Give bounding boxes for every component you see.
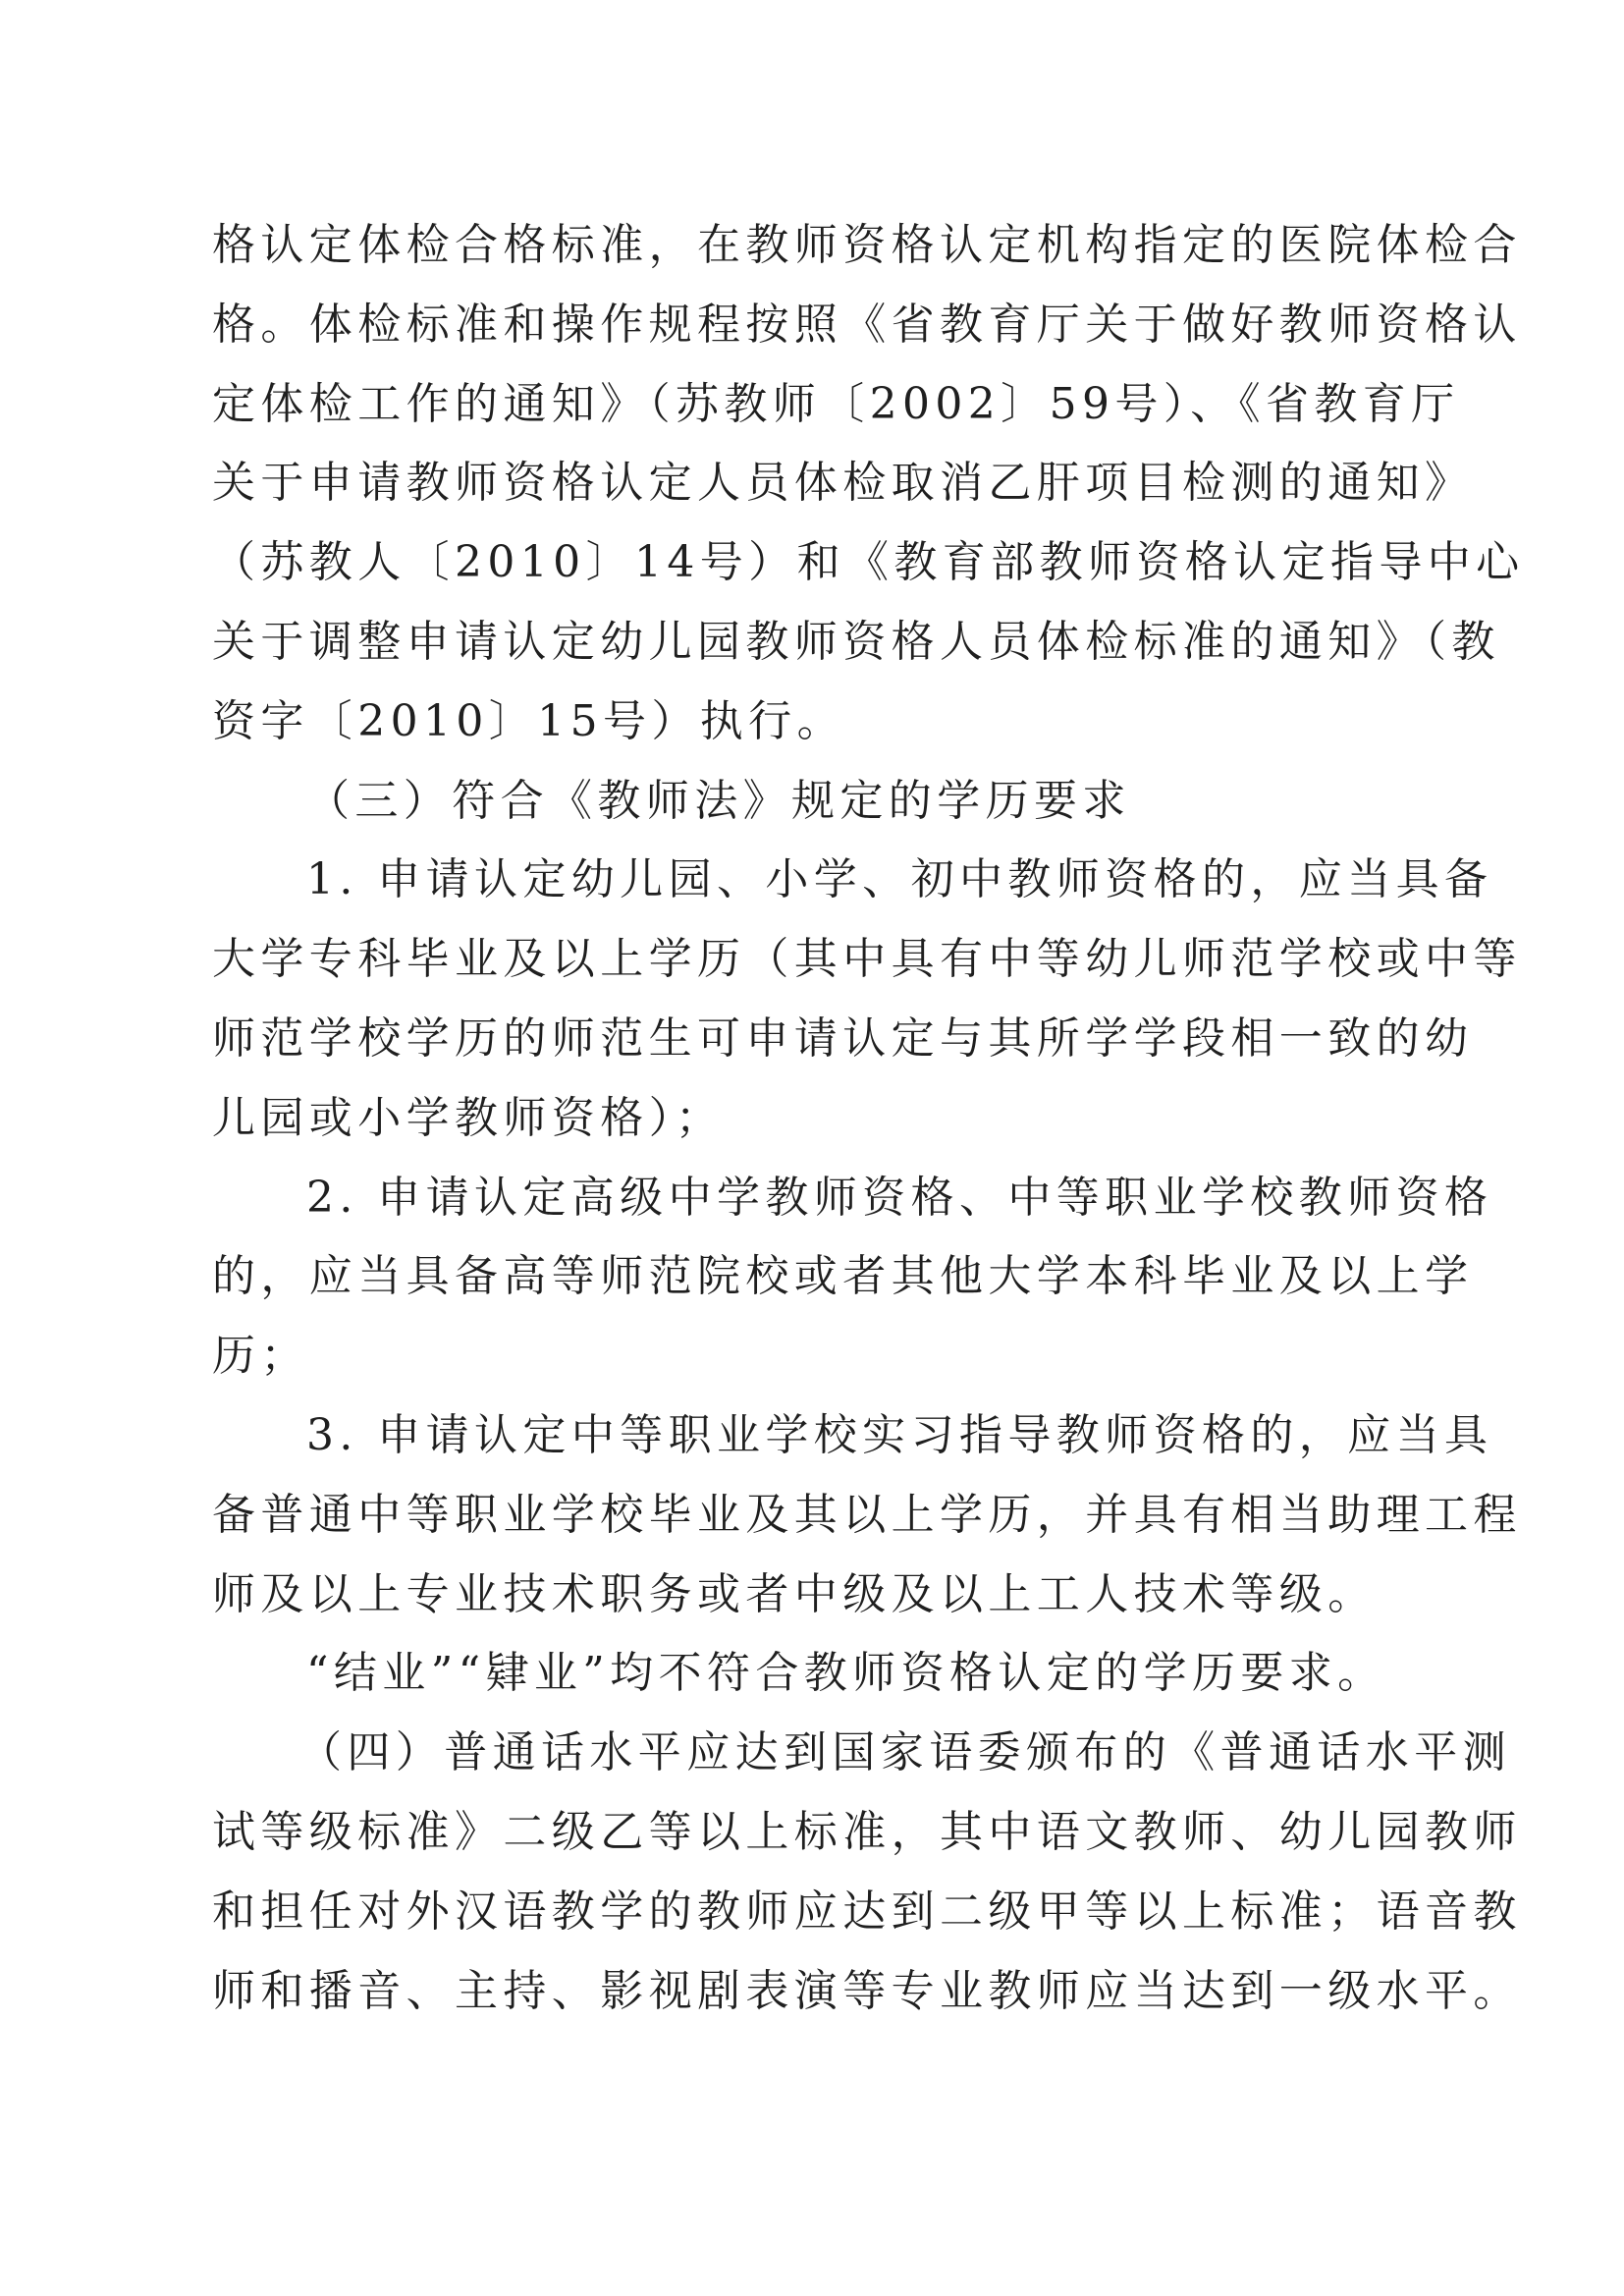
text-line: 师及以上专业技术职务或者中级及以上工人技术等级。 [212, 1568, 1377, 1619]
text-line: 格认定体检合格标准，在教师资格认定机构指定的医院体检合 [212, 220, 1522, 270]
document-body [212, 206, 1525, 2031]
text-line: 试等级标准》二级乙等以上标准，其中语文教师、幼儿园教师 [212, 1806, 1522, 1857]
text-line: 历； [212, 1331, 309, 1382]
text-line: 定体检工作的通知》（苏教师〔2002〕59号）、《省教育厅 [212, 378, 1460, 429]
text-line: 儿园或小学教师资格）； [212, 1092, 725, 1143]
text-line: 师范学校学历的师范生可申请认定与其所学学段相一致的幼 [212, 1012, 1474, 1064]
text-line: 和担任对外汉语教学的教师应达到二级甲等以上标准；语音教 [212, 1886, 1522, 1937]
text-line: 关于申请教师资格认定人员体检取消乙肝项目检测的通知》 [212, 458, 1474, 509]
text-line: 备普通中等职业学校毕业及其以上学历，并具有相当助理工程 [212, 1489, 1522, 1540]
section-heading-4: （四）普通话水平应达到国家语委颁布的《普通话水平测 [298, 1727, 1511, 1778]
text-line: 师和播音、主持、影视剧表演等专业教师应当达到一级水平。 [212, 1965, 1522, 2016]
text-line: （苏教人〔2010〕14号）和《教育部教师资格认定指导中心 [212, 537, 1525, 588]
text-line: 格。体检标准和操作规程按照《省教育厅关于做好教师资格认 [212, 299, 1522, 350]
text-line: 关于调整申请认定幼儿园教师资格人员体检标准的通知》（教 [212, 616, 1500, 667]
text-line: 大学专科毕业及以上学历（其中具有中等幼儿师范学校或中等 [212, 934, 1522, 985]
list-item-1: 1. 申请认定幼儿园、小学、初中教师资格的，应当具备 [306, 854, 1493, 905]
list-item-3: 3. 申请认定中等职业学校实习指导教师资格的，应当具 [306, 1409, 1493, 1460]
list-item-2: 2. 申请认定高级中学教师资格、中等职业学校教师资格 [306, 1172, 1493, 1223]
section-heading-3: （三）符合《教师法》规定的学历要求 [306, 775, 1131, 826]
note-line: “结业”“肄业”均不符合教师资格认定的学历要求。 [306, 1648, 1386, 1699]
text-line: 资字〔2010〕15号）执行。 [212, 695, 845, 746]
text-line: 的，应当具备高等师范院校或者其他大学本科毕业及以上学 [212, 1251, 1474, 1302]
